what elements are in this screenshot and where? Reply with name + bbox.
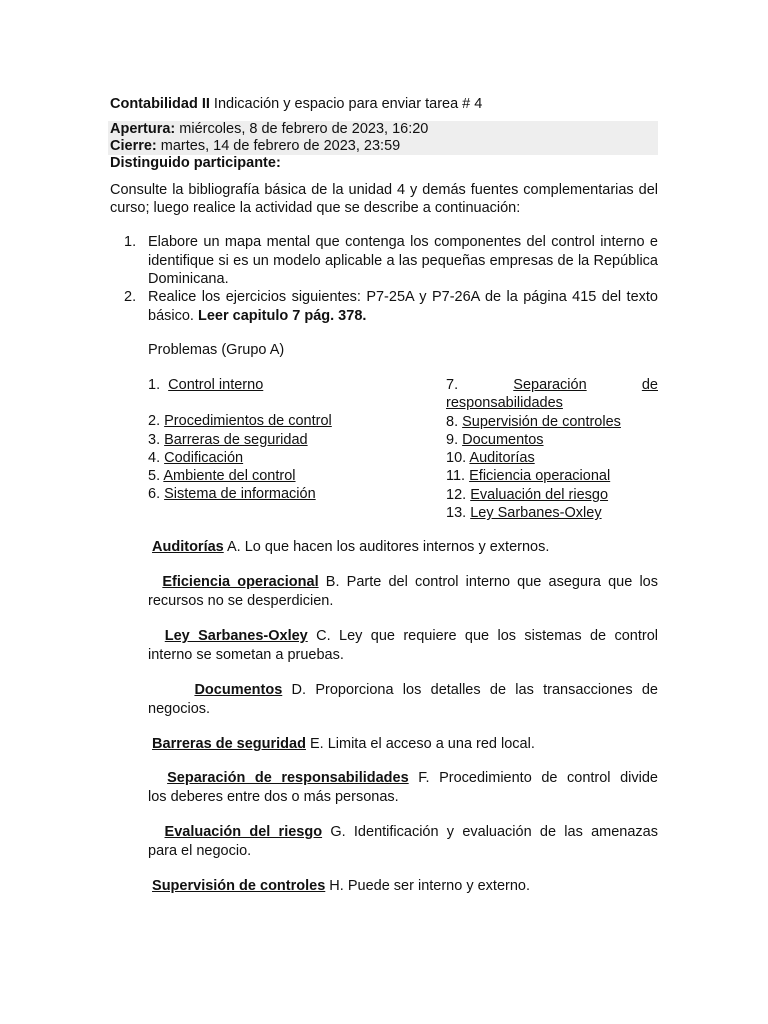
term-item: 11. Eficiencia operacional bbox=[446, 468, 611, 485]
term-item: 7. Separación de bbox=[446, 377, 658, 393]
term-item: 12. Evaluación del riesgo bbox=[446, 486, 609, 503]
task-number: 1. bbox=[124, 234, 137, 250]
match-f: Separación de responsabilidades F. Procedimiento de control divide bbox=[167, 770, 658, 786]
terms-right-column: 7. Separación de responsabilidades 8. Supervisión de controles 9. Documentos 10. Auditorías 11. Eficiencia operacional 12. Evaluación del riesgo 13. Ley Sarbanes-Oxley bbox=[446, 377, 658, 522]
closing-date: Cierre: martes, 14 de febrero de 2023, 23:59 bbox=[110, 138, 401, 154]
term-item: 8. Supervisión de controles bbox=[446, 413, 621, 430]
task-text: Realice los ejercicios siguientes: P7-25A y P7-26A de la página 415 del texto básico. Leer capitulo 7 pág. 378. bbox=[148, 289, 658, 324]
title-text: Indicación y espacio para enviar tarea # 4 bbox=[209, 96, 483, 112]
term-item: 3. Barreras de seguridad bbox=[148, 431, 308, 448]
document-title bbox=[110, 95, 658, 113]
term-item: 5. Ambiente del control bbox=[148, 468, 296, 485]
match-b: Eficiencia operacional B. Parte del control interno que asegura que los bbox=[162, 574, 658, 590]
match-c: Ley Sarbanes-Oxley C. Ley que requiere que los sistemas de control bbox=[164, 628, 658, 644]
term-item: 6. Sistema de información bbox=[148, 486, 316, 503]
match-a: Auditorías A. Lo que hacen los auditores internos y externos. bbox=[152, 539, 550, 555]
term-item: 9. Documentos bbox=[446, 431, 544, 448]
term-item: 13. Ley Sarbanes-Oxley bbox=[446, 505, 602, 522]
match-h: Supervisión de controles H. Puede ser interno y externo. bbox=[152, 878, 531, 894]
greeting: Distinguido participante: bbox=[110, 155, 281, 171]
term-item: 1. Control interno bbox=[148, 377, 264, 393]
match-d: Documentos D. Proporciona los detalles de las transacciones de bbox=[194, 682, 658, 698]
intro-paragraph: Consulte la bibliografía básica de la unidad 4 y demás fuentes complementarias del curso; luego realice la actividad que se describe a continuación: bbox=[110, 182, 658, 216]
match-g: Evaluación del riesgo G. Identificación y evaluación de las amenazas bbox=[164, 824, 658, 840]
reading-note: Leer capitulo 7 pág. 378. bbox=[197, 307, 367, 324]
term-item: 10. Auditorías bbox=[446, 450, 535, 467]
task-number: 2. bbox=[124, 289, 137, 305]
terms-left-column bbox=[148, 376, 332, 504]
opening-date: Apertura: miércoles, 8 de febrero de 2023, 16:20 bbox=[110, 121, 429, 137]
term-item: 4. Codificación bbox=[148, 449, 244, 466]
term-item: 2. Procedimientos de control bbox=[148, 413, 332, 430]
problems-heading: Problemas (Grupo A) bbox=[148, 342, 285, 358]
course-name: Contabilidad II bbox=[110, 96, 210, 112]
match-e: Barreras de seguridad E. Limita el acceso a una red local. bbox=[152, 736, 535, 752]
task-text: Elabore un mapa mental que contenga los componentes del control interno e identifique si es un modelo aplicable a las pequeñas empresas de la República Dominicana. bbox=[148, 234, 658, 287]
